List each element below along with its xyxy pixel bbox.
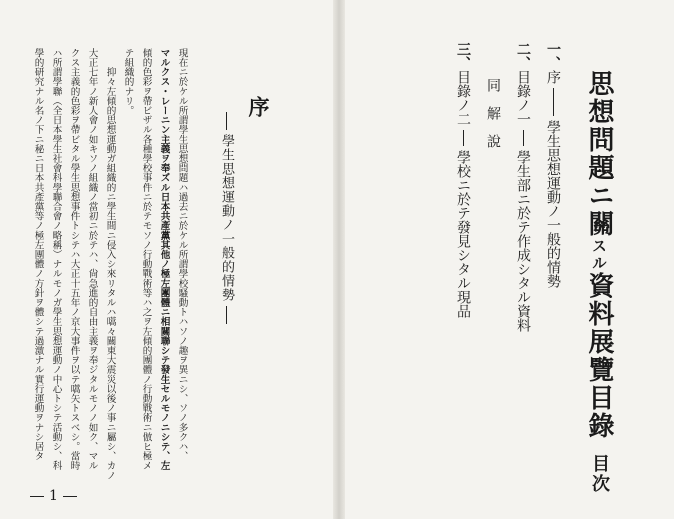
body-line-2: マルクス・レーニン主義ヲ奉ズル日本共產黨其他ノ極左團體ニ相關聯シテ發生セルモノニシテ、左 (158, 48, 170, 471)
toc-title: 思想問題ニ關スル資料展覽目錄目次 (584, 70, 614, 494)
body-line-5: 抑々左傾的思想運動ガ組織的ニ學生間ニ侵入シ來リタルハ嚆々關東大震災以後ノ事ニ屬シ、カノ (104, 48, 116, 480)
preface-heading: 序 (246, 96, 271, 117)
toc-item-3[interactable]: 三、目錄ノ二學校ニ於テ發見シタル現品 (455, 42, 471, 318)
body-line-4: テ組織的ナリ。 (122, 48, 134, 116)
toc-item-2[interactable]: 二、目錄ノ一學生部ニ於テ作成シタル資料 (515, 42, 531, 332)
page-number: 1 (30, 488, 77, 504)
body-line-3: 傾的色彩ヲ帶ビザル各種學校事件ニ於テモソノ行動戰術等ハ之ヲ左傾的團體ノ行動戰術ニ倣ヒ極メ (140, 48, 152, 471)
body-line-9: 學的研究ナル名ノ下ニ秘ニ日本共產黨等ノ極左團體ノ方針ヲ體シテ過激ナル實行運動ヲナシ居タ (32, 48, 44, 461)
toc-item-1[interactable]: 一、序學生思想運動ノ一般的情勢 (545, 42, 561, 288)
page-gutter (333, 0, 345, 519)
body-line-6: 大正七年ノ新人會ノ如キソノ組織ノ當初ニ於テハ、尙急進的自由主義ヲ奉ジタルモノノ如ク、マル (86, 48, 98, 471)
body-line-1: 現在ニ於ケル所謂學生思想問題ハ過去ニ於ケル所謂學校騷動トハソノ趣ヲ異ニシ、ソノ多クハ、 (176, 48, 188, 461)
body-line-8: ハ所謂學聯（全日本學生社會科學聯合會ノ略稱）ナルモノガ學生思想運動ノ中心トシテ活動シ、科 (50, 48, 62, 471)
body-line-7: クス主義的色彩ヲ帶ビタル學生思想事件トシテハ大正十五年ノ京大事件ヲ以テ嚆矢トスベシ。當時 (68, 48, 80, 471)
preface-subheading: 學生思想運動ノ一般的情勢 (220, 112, 233, 324)
toc-item-commentary[interactable]: 同 解 說 (485, 78, 501, 148)
